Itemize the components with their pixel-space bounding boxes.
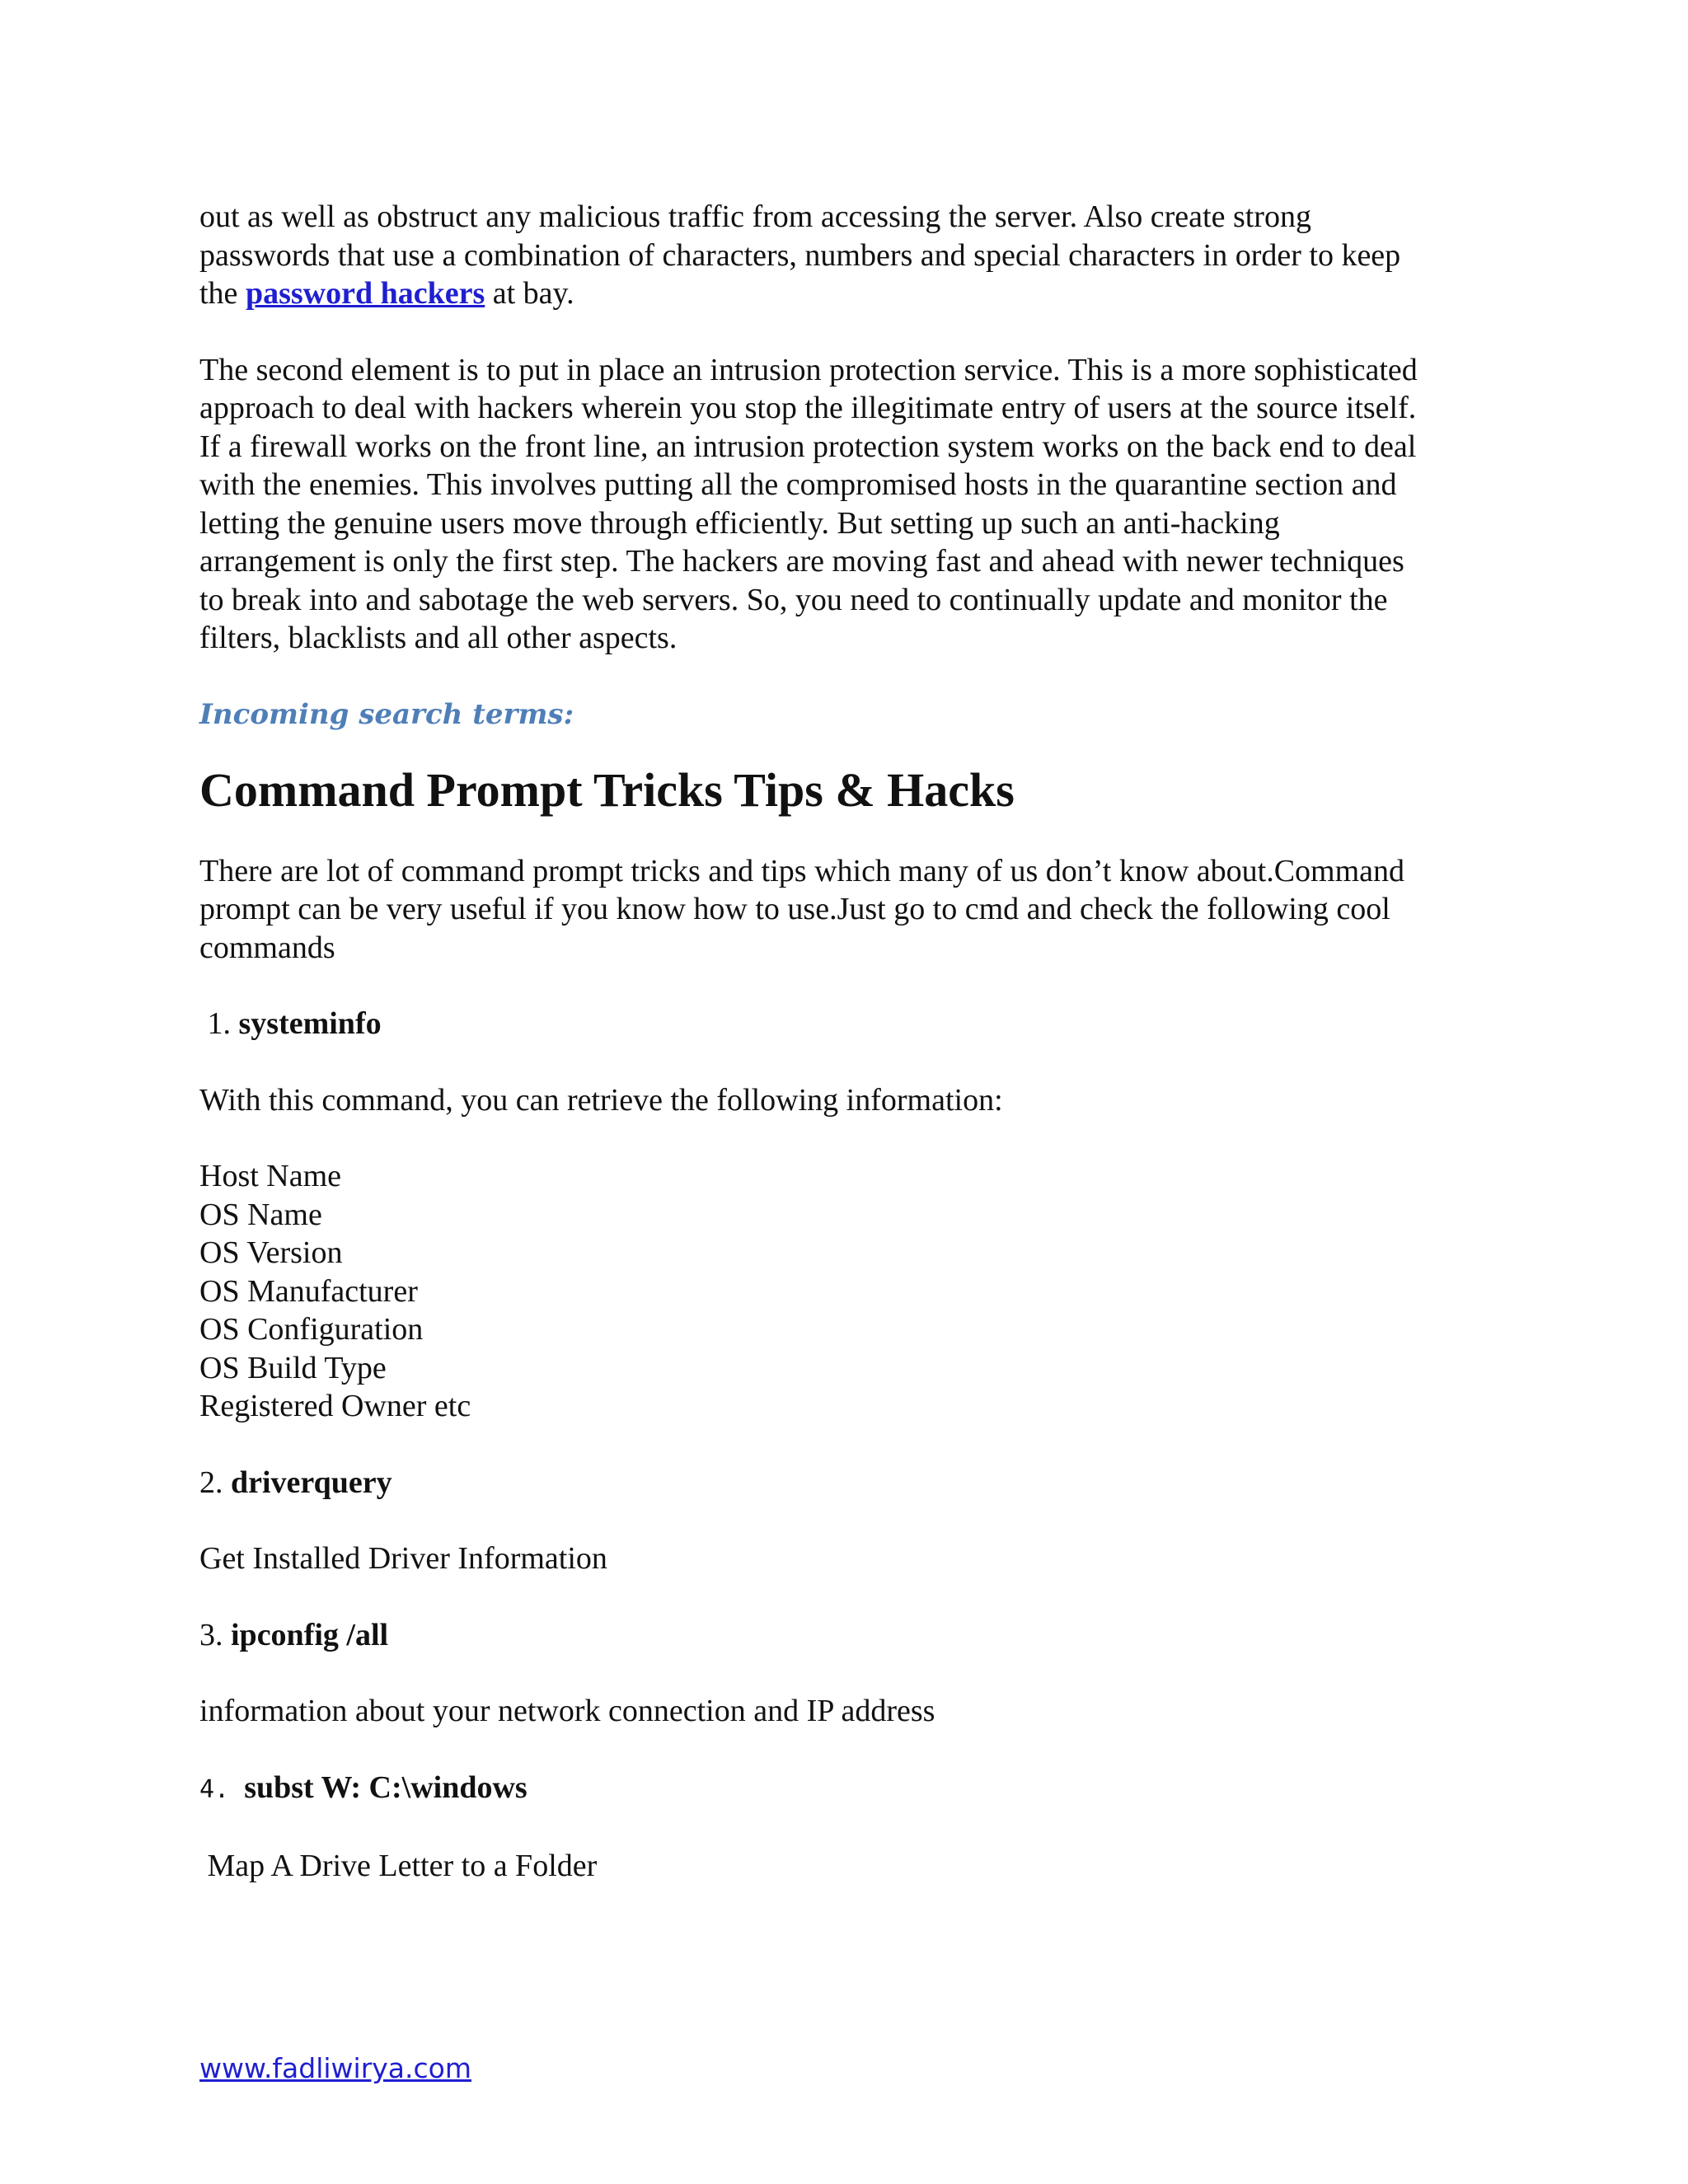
text-line: out as well as obstruct any malicious traffic from accessing the server. Also create strong [199, 199, 1311, 234]
command-item-ipconfig [199, 1616, 1502, 1655]
paragraph-intrusion-protection [199, 351, 1502, 658]
text-line: passwords that use a combination of characters, numbers and special characters in order to keep [199, 237, 1401, 273]
item-number: 1. [199, 1006, 239, 1041]
systeminfo-field-list [199, 1157, 1502, 1426]
paragraph-firewall [199, 198, 1502, 313]
list-item: OS Name [199, 1197, 322, 1232]
text-line: commands [199, 930, 335, 965]
command-item-subst [199, 1769, 1502, 1810]
item-number: 3. [199, 1617, 231, 1652]
command-name: subst W: C:\windows [244, 1769, 528, 1805]
item-number: 2. [199, 1465, 231, 1500]
command-description: information about your network connection and IP address [199, 1694, 935, 1728]
command-description: Get Installed Driver Information [199, 1541, 607, 1576]
text-fragment: at bay. [485, 276, 574, 311]
password-hackers-link[interactable]: password hackers [245, 276, 485, 311]
text-line: If a firewall works on the front line, an intrusion protection system works on the back end to deal [199, 429, 1417, 464]
text-line: There are lot of command prompt tricks and tips which many of us don’t know about.Command [199, 853, 1405, 888]
list-item: Registered Owner etc [199, 1389, 471, 1423]
page-content [199, 198, 1502, 1924]
list-item: OS Manufacturer [199, 1273, 418, 1309]
command-name: ipconfig /all [231, 1617, 389, 1652]
text-line [199, 274, 1502, 313]
command-name: systeminfo [238, 1006, 382, 1041]
text-line: with the enemies. This involves putting all the compromised hosts in the quarantine section and [199, 467, 1397, 502]
command-item-systeminfo [199, 1005, 1502, 1043]
list-item: OS Build Type [199, 1350, 387, 1385]
footer-website-link[interactable]: www.fadliwirya.com [199, 2052, 471, 2084]
item-number: 4. [199, 1774, 245, 1804]
text-line: prompt can be very useful if you know how to use.Just go to cmd and check the following cool [199, 892, 1390, 926]
text-line: filters, blacklists and all other aspects. [199, 621, 678, 655]
incoming-search-terms-label: Incoming search terms: [199, 697, 574, 731]
text-line: approach to deal with hackers wherein you stop the illegitimate entry of users at the source itself. [199, 391, 1417, 425]
text-line: to break into and sabotage the web servers. So, you need to continually update and monitor the [199, 582, 1388, 617]
command-description: With this command, you can retrieve the following information: [199, 1082, 1003, 1118]
text-line: letting the genuine users move through efficiently. But setting up such an anti-hacking [199, 505, 1280, 541]
text-line: The second element is to put in place an intrusion protection service. This is a more sophisticated [199, 352, 1418, 387]
section-heading: Command Prompt Tricks Tips & Hacks [199, 762, 1015, 817]
text-line: arrangement is only the first step. The hackers are moving fast and ahead with newer techniques [199, 544, 1404, 579]
command-description: Map A Drive Letter to a Folder [199, 1849, 598, 1883]
text-fragment: the [199, 276, 246, 311]
list-item: OS Version [199, 1235, 343, 1270]
list-item: Host Name [199, 1159, 342, 1193]
list-item: OS Configuration [199, 1312, 424, 1347]
command-name: driverquery [231, 1465, 392, 1500]
command-item-driverquery [199, 1464, 1502, 1502]
intro-paragraph [199, 852, 1502, 968]
